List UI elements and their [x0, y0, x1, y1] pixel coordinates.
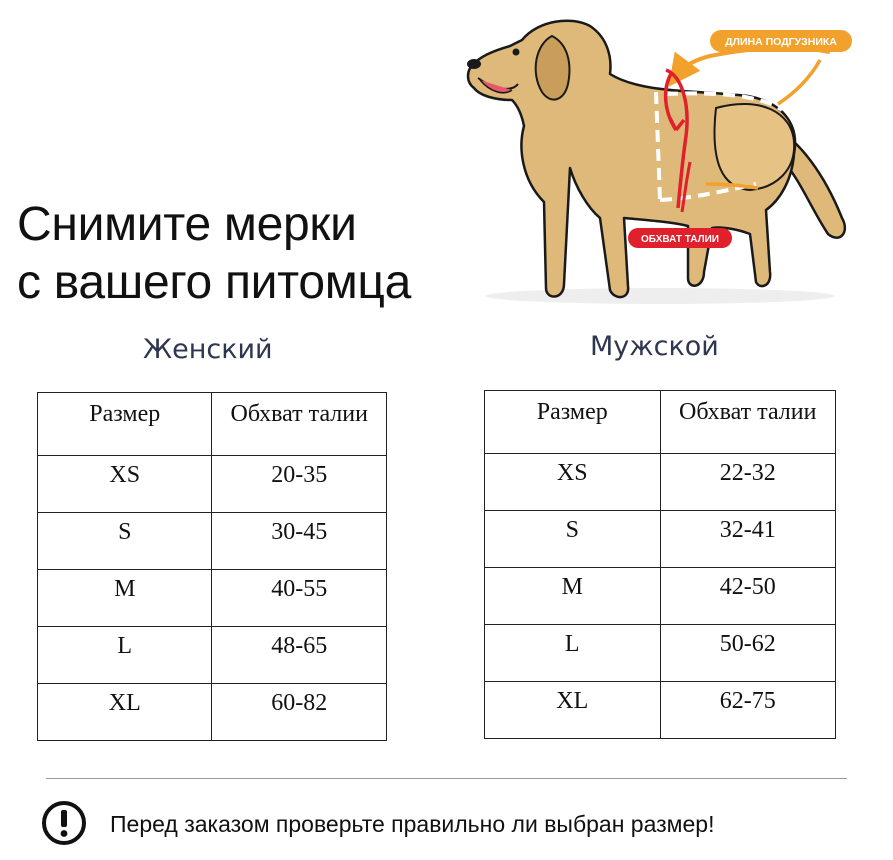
headline-line-1: Снимите мерки	[17, 198, 357, 251]
dog-silhouette	[467, 21, 845, 297]
male-size-table	[484, 390, 836, 739]
size-cell: M	[485, 568, 661, 625]
svg-text:ОБХВАТ ТАЛИИ: ОБХВАТ ТАЛИИ	[641, 234, 719, 245]
size-cell: S	[485, 511, 661, 568]
waist-cell: 48-65	[212, 627, 387, 684]
size-cell: M	[38, 570, 212, 627]
size-cell: L	[38, 627, 212, 684]
diaper-length-label	[710, 30, 852, 52]
table-row	[485, 568, 836, 625]
divider	[46, 778, 847, 779]
header-size: Размер	[485, 391, 661, 454]
table-row	[38, 684, 387, 741]
table-row	[485, 454, 836, 511]
table-row	[485, 511, 836, 568]
size-cell: XS	[485, 454, 661, 511]
svg-text:ДЛИНА ПОДГУЗНИКА: ДЛИНА ПОДГУЗНИКА	[725, 36, 837, 48]
size-cell: XL	[38, 684, 212, 741]
notice-text: Перед заказом проверьте правильно ли выбран размер!	[110, 811, 715, 837]
table-row	[38, 456, 387, 513]
size-cell: XL	[485, 682, 661, 739]
waist-cell: 22-32	[660, 454, 836, 511]
table-row	[38, 627, 387, 684]
exclamation-circle-icon	[41, 800, 87, 846]
waist-cell: 20-35	[212, 456, 387, 513]
header-size: Размер	[38, 393, 212, 456]
table-row	[38, 513, 387, 570]
female-section-title: Женский	[143, 334, 273, 365]
header-waist: Обхват талии	[660, 391, 836, 454]
waist-cell: 40-55	[212, 570, 387, 627]
male-section-title: Мужской	[590, 331, 719, 362]
table-row	[38, 570, 387, 627]
header-waist: Обхват талии	[212, 393, 387, 456]
waist-cell: 62-75	[660, 682, 836, 739]
table-row	[485, 625, 836, 682]
female-size-table	[37, 392, 387, 741]
table-header-row	[38, 393, 387, 456]
waist-cell: 60-82	[212, 684, 387, 741]
waist-label	[628, 228, 732, 248]
size-cell: L	[485, 625, 661, 682]
table-header-row	[485, 391, 836, 454]
headline-line-2: с вашего питомца	[17, 256, 412, 309]
size-cell: XS	[38, 456, 212, 513]
table-row	[485, 682, 836, 739]
page-headline	[17, 196, 411, 312]
dog-measurement-illustration	[460, 12, 870, 312]
waist-cell: 50-62	[660, 625, 836, 682]
size-cell: S	[38, 513, 212, 570]
waist-cell: 42-50	[660, 568, 836, 625]
waist-cell: 32-41	[660, 511, 836, 568]
waist-cell: 30-45	[212, 513, 387, 570]
